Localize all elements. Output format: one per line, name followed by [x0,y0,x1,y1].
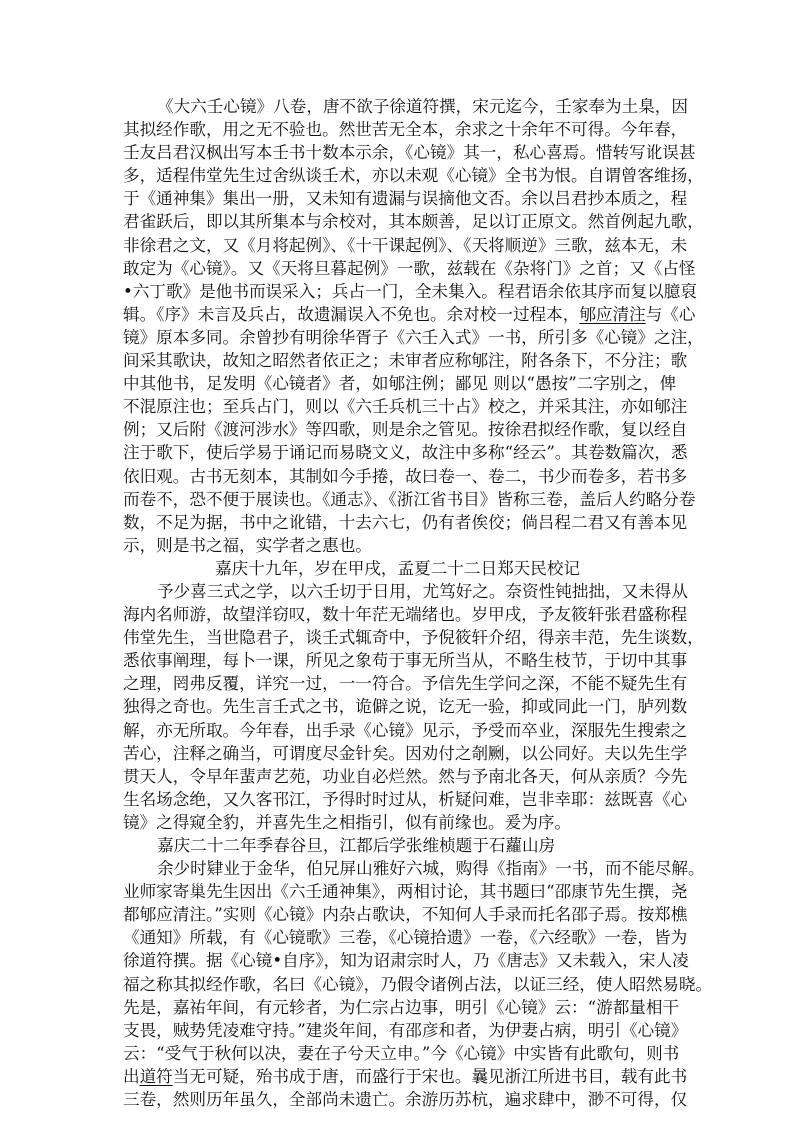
text-line: 注于歌下，使后学易于诵记而易晓文义，故注中多称“经云”。其卷数篇次，悉 [123,443,688,463]
text-line: 而卷不，恐不便于展读也。《通志》、《浙江省书目》皆称三卷，盖后人约略分卷 [123,489,696,509]
underlined-text: 郇应清注 [579,304,646,324]
text-line: 三卷，然则历年虽久，全部尚未遗亡。余游历苏杭，遍求肆中，渺不可得，仅 [123,1090,688,1110]
text-line: 不混原注也；至兵占门，则以《六壬兵机三十占》校之，并采其注，亦如郇注 [123,397,688,417]
text-segment: 与《心 [645,304,696,324]
body-text [123,95,713,1111]
text-line: 数，不足为据，书中之讹错，十去六七，仍有者俟佼；倘吕程二君又有善本见 [123,512,688,532]
text-line: 徐道符撰。据《心镜•自序》，知为诏肃宗时人，乃《唐志》又未载入，宋人凌 [123,951,689,971]
text-line: 解，亦无所取。今年春，出手录《心镜》见示，予受而卒业，深服先生搜索之 [123,720,688,740]
text-line [123,1065,688,1088]
text-line: 海内名师游，故望洋窃叹，数十年茫无端绪也。岁甲戌，予友筱轩张君盛称程 [123,605,688,625]
text-segment: 镜》原 [123,327,173,347]
signature-line: 嘉庆十九年，岁在甲戌，孟夏二十二日郑天民校记 [215,558,581,578]
text-line: 间采其歌诀，故知之昭然者依正之；未审者应称郇注，附各条下，不分注；歌 [123,351,688,371]
underlined-text: 道符 [139,1066,173,1086]
text-line: 独得之奇也。先生言壬式之书，诡僻之说，讫无一验，抑或同此一门，胪列数 [123,697,688,717]
text-line: 《大六壬心镜》八卷，唐不欲子徐道符撰，宋元迄今，壬家奉为土臬，因 [157,97,688,116]
text-line: 苦心，注释之确当，可谓度尽金针矣。因劝付之剞劂，以公同好。夫以先生学 [123,743,688,763]
text-line: 多，适程伟堂先生过舍纵谈壬术，亦以未观《心镜》全书为恨。自谓曾客维扬， [123,166,704,186]
text-line: 于《通神集》集出一册，又未知有遗漏与误摘他文否。余以吕君抄本质之，程 [123,189,688,209]
text-line: 非徐君之文，又《月将起例》、《十干课起例》、《天将顺逆》三歌，兹本无，未 [123,235,688,255]
text-line: 余少时肄业于金华，伯兄屏山雅好六城，购得《指南》一书，而不能尽解。 [157,859,705,879]
text-line: 都郇应清注。”实则《心镜》内杂占歌诀，不知何人手录而托名邵子焉。按郑樵 [123,905,688,925]
text-line: 福之称其拟经作歌，名曰《心镜》，乃假令诸例占法，以证三经，使人昭然易晓。 [123,974,713,994]
text-line: 例；又后附《渡河涉水》等四歌，则是余之管见。按徐君拟经作歌，复以经自 [123,420,688,440]
text-line [123,326,704,349]
text-line: 敢定为《心镜》。又《天将旦暮起例》一歌，兹载在《杂将门》之首；又《占怪 [123,258,696,278]
text-line: 示，则是书之福，实学者之惠也。 [123,535,372,555]
text-line: •六丁歌》是他书而误采入；兵占一门，全未集入。程君语余依其序而复以臆裒 [123,281,697,301]
text-line [123,303,696,326]
text-line: 生名场念绝，又久客邗江，予得时时过从，析疑问难，岂非幸耶：兹既喜《心 [123,789,688,809]
text-line: 悉依事阐理，每卜一课，所见之象苟于事无所当从，不略生枝节，于切中其事 [123,651,688,671]
text-line: 先是，嘉祐年间，有元轸者，为仁宗占边事，明引《心镜》云：“游都量相干 [123,997,680,1017]
text-line: 其拟经作歌，用之无不验也。然世苦无全本，余求之十余年不可得。今年春， [123,120,688,140]
text-line: 之理，罔弗反覆，详究一过，一一符合。予信先生学问之深，不能不疑先生有 [123,674,688,694]
text-line: 贯天人，令早年蜚声艺苑，功业自必烂然。然与予南北各天，何从亲质？今先 [123,766,688,786]
text-line: 伟堂先生，当世隐君子，谈壬式辄奇中，予倪筱轩介绍，得亲丰范，先生谈数， [123,628,704,648]
text-line: 依旧观。古书无刻本，其制如今手捲，故曰卷一、卷二，书少而卷多，若书多 [123,466,688,486]
text-line: 壬友吕君汉枫出写本壬书十数本示余，《心镜》其一，私心喜焉。惜转写讹误甚 [123,143,696,163]
text-line: 中其他书，足发明《心镜者》者，如郇注例；鄙见 则以“愚按”二字别之，俾 [123,374,677,394]
text-line: 支畏，贼势凭凌难守持。”建炎年间，有邵彦和者，为伊妻占病，明引《心镜》 [123,1020,688,1040]
text-line: 镜》之得窥全豹，并喜先生之相指引，似有前缘也。爰为序。 [123,812,572,832]
text-segment: 本多同。余曾抄有明徐华胥子《六壬入式》一书，所引多《心镜》之注， [172,327,704,347]
text-line: 君雀跃后，即以其所集本与余校对，其本颇善，足以订正原文。然首例起九歌， [123,212,704,232]
signature-line: 嘉庆二十二年季春谷旦，江都后学张维桢题于石蘿山房 [157,836,556,855]
text-segment: 出 [123,1066,140,1086]
text-line: 云：“受气于秋何以决，妻在子兮天立申。”今《心镜》中实皆有此歌句，则书 [123,1043,680,1063]
text-line: 《通知》所载，有《心镜歌》三卷，《心镜拾遗》一卷，《六经歌》一卷，皆为 [123,928,688,948]
text-segment: 当无可疑，殆书成于唐，而盛行于宋也。曩见浙江所进书目，载有此书 [172,1066,688,1086]
text-segment: 辑。《序》未言及兵占，故遗漏误入不免也。余对校一过程本， [123,304,580,324]
text-line: 予少喜三式之学，以六壬切于日用，尤笃好之。奈资性钝拙拙，又未得从 [157,581,688,601]
text-line: 业师家寄巢先生因出《六壬通神集》，两相讨论，其书题曰“邵康节先生撰，尧 [123,882,688,902]
